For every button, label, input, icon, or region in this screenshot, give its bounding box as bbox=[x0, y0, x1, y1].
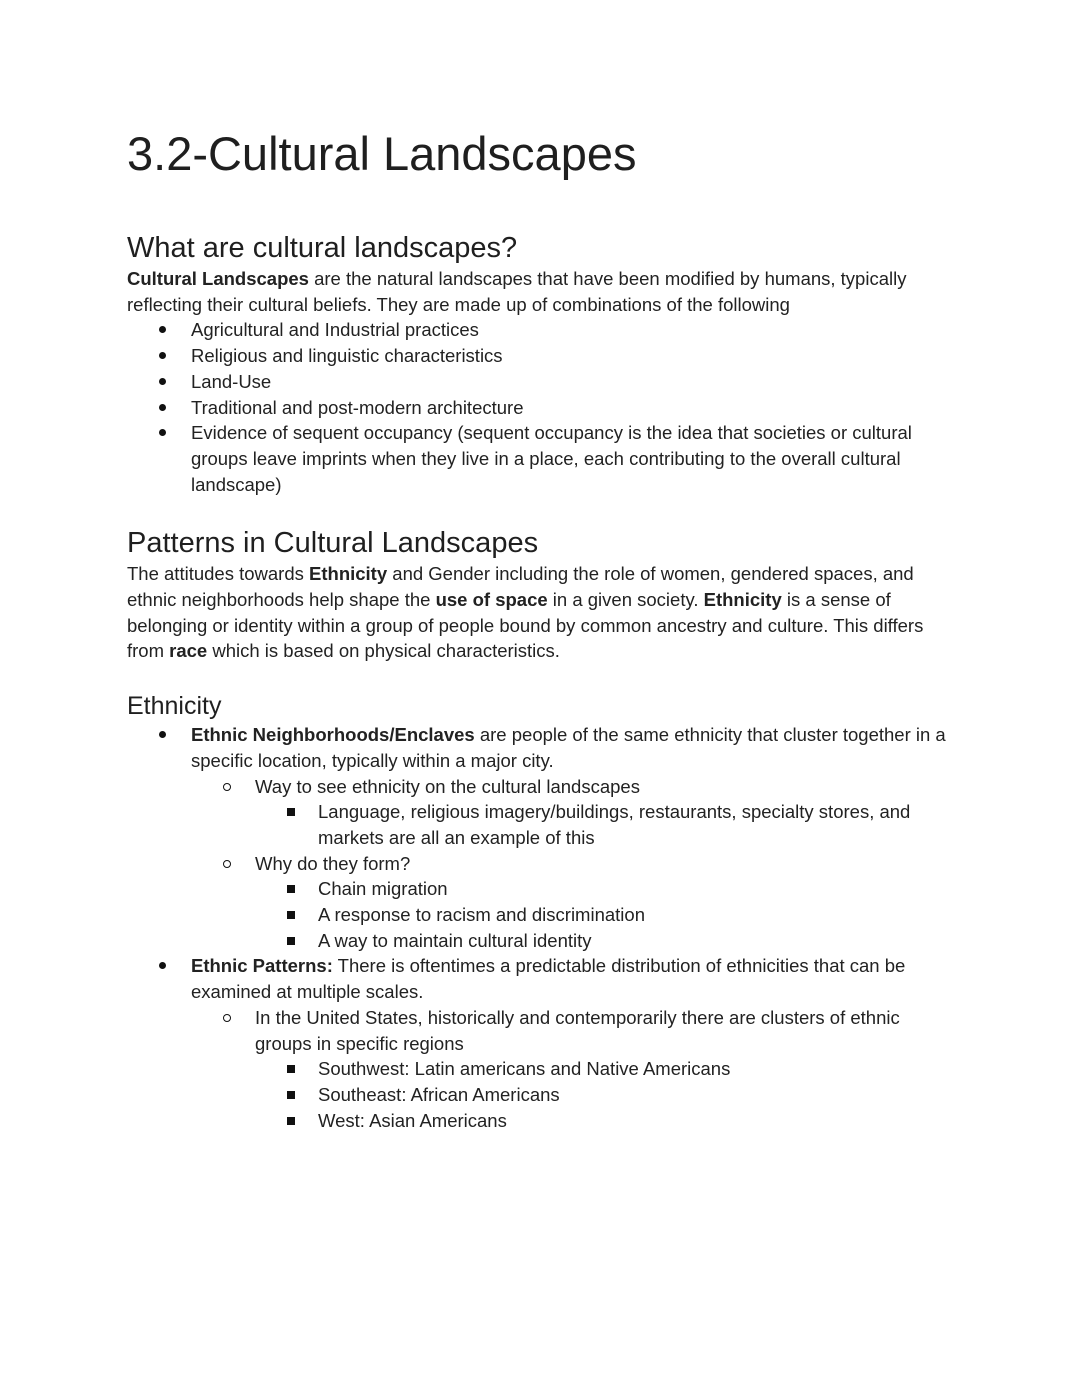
list-item: In the United States, historically and contemporarily there are clusters of ethnic groups in specific regions Southwest: Latin americans and Native Americans Southeast: African Americans West: Asian Americans bbox=[191, 1005, 957, 1134]
list-item: Way to see ethnicity on the cultural landscapes Language, religious imagery/buildings, restaurants, specialty stores, and markets are all an example of this bbox=[191, 774, 957, 851]
term-ethnic-neighborhoods: Ethnic Neighborhoods/Enclaves bbox=[191, 724, 475, 746]
circle-bullet-icon bbox=[223, 1014, 231, 1022]
list-item: Evidence of sequent occupancy (sequent occupancy is the idea that societies or cultural groups leave imprints when they live in a place, each contributing to the overall cultural landscape) bbox=[127, 420, 957, 497]
term-cultural-landscapes: Cultural Landscapes bbox=[127, 268, 309, 289]
section-heading-patterns: Patterns in Cultural Landscapes bbox=[127, 527, 539, 560]
term-ethnic-patterns: Ethnic Patterns: bbox=[191, 955, 333, 977]
sublist bbox=[255, 799, 957, 850]
bullet-icon bbox=[159, 404, 166, 411]
page-title: 3.2-Cultural Landscapes bbox=[127, 127, 637, 180]
bullet-icon bbox=[159, 731, 166, 738]
list-item: Ethnic Neighborhoods/Enclaves are people of the same ethnicity that cluster together in a specific location, typically within a major city. Way to see ethnicity on the cultural landscapes Language, religious imagery/buildings, restaurants, specialty stores, and markets are all an example of this Why do they form? Chain migration A response to racism and discrimination A way to maintain cultural identity bbox=[127, 722, 957, 953]
sublist bbox=[191, 774, 957, 954]
list-item: Why do they form? Chain migration A response to racism and discrimination A way to maintain cultural identity bbox=[191, 851, 957, 954]
list-item: Chain migration bbox=[255, 876, 957, 902]
bullet-icon bbox=[159, 378, 166, 385]
section1-intro: Cultural Landscapes are the natural landscapes that have been modified by humans, typically reflecting their cultural beliefs. They are made up of combinations of the following bbox=[127, 268, 907, 315]
sublist bbox=[191, 1005, 957, 1134]
list-item: West: Asian Americans bbox=[255, 1108, 957, 1134]
list-item: Land-Use bbox=[127, 369, 957, 395]
list-item: Traditional and post-modern architecture bbox=[127, 395, 957, 421]
list-item: A way to maintain cultural identity bbox=[255, 928, 957, 954]
square-bullet-icon bbox=[287, 885, 295, 893]
square-bullet-icon bbox=[287, 1117, 295, 1125]
circle-bullet-icon bbox=[223, 860, 231, 868]
list-item: A response to racism and discrimination bbox=[255, 902, 957, 928]
bullet-icon bbox=[159, 429, 166, 436]
section2-paragraph: The attitudes towards Ethnicity and Gender including the role of women, gendered spaces, and ethnic neighborhoods help shape the use of space in a given society. Ethnicity is a sense of belonging or identity within a group of people bound by common ancestry and culture. This differs from race which is based on physical characteristics. bbox=[127, 563, 924, 662]
sublist bbox=[255, 1056, 957, 1133]
list-item: Ethnic Patterns: There is oftentimes a predictable distribution of ethnicities that can be examined at multiple scales. In the United States, historically and contemporarily there are clusters of ethnic groups in specific regions Southwest: Latin americans and Native Americans Southeast: African Americans West: Asian Americans bbox=[127, 953, 957, 1133]
list-item: Southeast: African Americans bbox=[255, 1082, 957, 1108]
section-heading-ethnicity: Ethnicity bbox=[127, 692, 222, 721]
circle-bullet-icon bbox=[223, 783, 231, 791]
section-heading-what-are: What are cultural landscapes? bbox=[127, 232, 518, 264]
square-bullet-icon bbox=[287, 1091, 295, 1099]
square-bullet-icon bbox=[287, 808, 295, 816]
list-item: Agricultural and Industrial practices bbox=[127, 317, 957, 343]
square-bullet-icon bbox=[287, 937, 295, 945]
sublist bbox=[255, 876, 957, 953]
list-item: Southwest: Latin americans and Native Americans bbox=[255, 1056, 957, 1082]
bullet-icon bbox=[159, 962, 166, 969]
ethnicity-list bbox=[63, 722, 957, 1133]
square-bullet-icon bbox=[287, 1065, 295, 1073]
list-item: Religious and linguistic characteristics bbox=[127, 343, 957, 369]
document-page bbox=[127, 126, 957, 1133]
bullet-icon bbox=[159, 326, 166, 333]
square-bullet-icon bbox=[287, 911, 295, 919]
list-item: Language, religious imagery/buildings, restaurants, specialty stores, and markets are all an example of this bbox=[255, 799, 957, 850]
bullet-icon bbox=[159, 352, 166, 359]
components-list bbox=[63, 317, 957, 497]
